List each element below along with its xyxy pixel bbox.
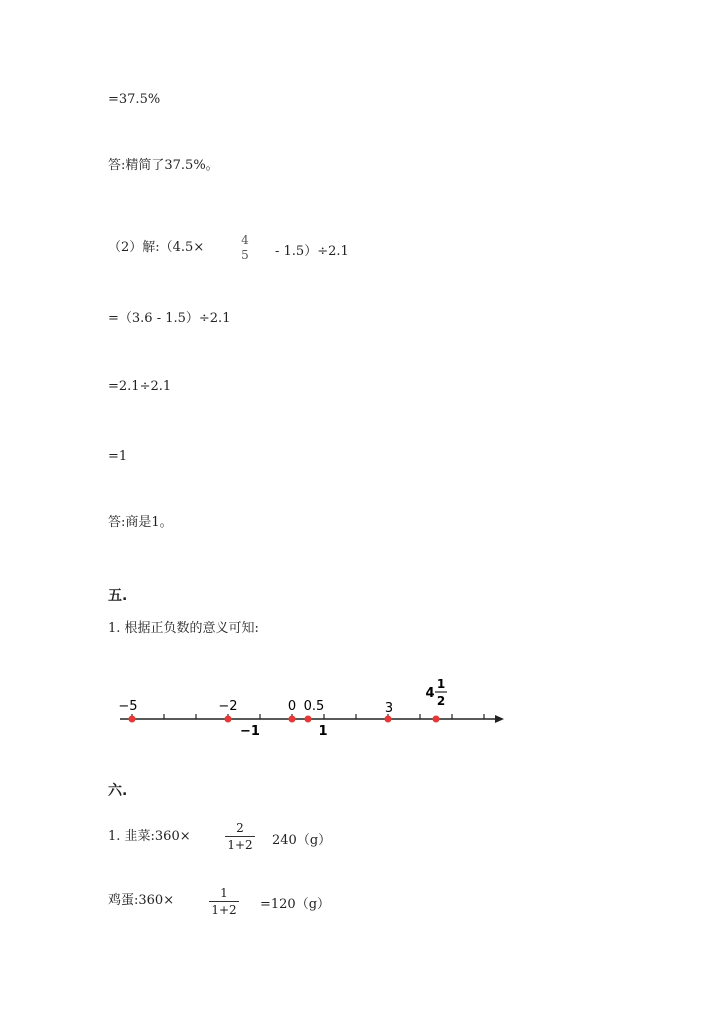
calc-step-1: =（3.6 - 1.5）÷2.1 [108,311,231,326]
label-neg2: −2 [218,699,238,714]
fraction-1-3 [209,886,239,917]
label-neg5: −5 [118,699,138,714]
problem-2-start: （2）解:（4.5× [108,240,205,255]
label-neg1: −1 [240,724,260,739]
problem-2-end: - 1.5）÷2.1 [275,244,349,259]
calc-line-result: =37.5% [108,92,161,107]
section-6-item-1-end: 240（g） [272,833,332,848]
label-mixed-whole: 4 [425,686,435,701]
fraction-4-5 [236,233,254,262]
section-6-heading: 六. [108,783,128,799]
label-3: 3 [384,701,394,716]
number-line-point [225,716,232,723]
number-line [108,672,518,742]
section-6-item-2-start: 鸡蛋:360× [108,893,175,908]
label-0-5: 0.5 [303,699,325,714]
fraction-numerator: 4 [241,233,249,247]
section-5-heading: 五. [108,588,128,604]
number-line-point [433,716,440,723]
section-6-item-1-start: 1. 韭菜:360× [108,829,191,844]
number-line-point [305,716,312,723]
calc-step-3: =1 [108,449,128,464]
number-line-arrow [495,715,504,723]
fraction-denominator: 5 [241,248,249,262]
fraction-denominator: 1+2 [227,838,253,852]
label-0: 0 [287,699,297,714]
fraction-2-3 [225,821,255,852]
number-line-point [385,716,392,723]
label-mixed-num: 1 [436,677,446,691]
fraction-numerator: 2 [236,821,244,835]
section-6-item-2-end: =120（g） [260,897,331,912]
number-line-point [129,716,136,723]
answer-line-2: 答:商是1。 [108,515,173,530]
number-line-point [289,716,296,723]
label-mixed-den: 2 [436,694,446,708]
calc-step-2: =2.1÷2.1 [108,379,172,394]
fraction-denominator: 1+2 [211,903,237,917]
answer-line-1: 答:精简了37.5%。 [108,158,219,173]
fraction-numerator: 1 [220,886,228,900]
section-5-item-1: 1. 根据正负数的意义可知: [108,621,259,636]
label-1: 1 [318,724,328,739]
